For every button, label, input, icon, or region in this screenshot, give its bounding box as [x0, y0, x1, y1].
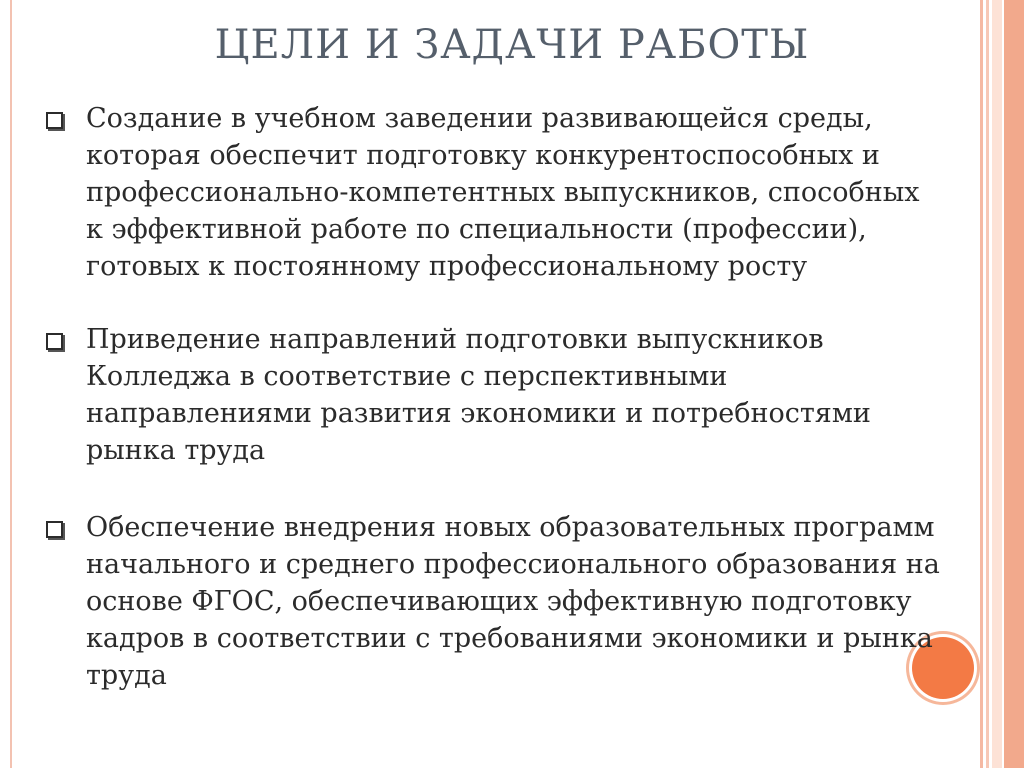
bullet-text: Приведение направлений подготовки выпускников Колледжа в соответствие с перспективными направлениями развития экономики и потребностями рынка труда: [86, 324, 871, 466]
left-border-line: [10, 0, 12, 768]
bullet-list: [44, 100, 944, 730]
right-decorative-stripes: [980, 0, 1024, 768]
bullet-item: [44, 321, 944, 469]
bullet-item: [44, 100, 944, 285]
bullet-item: [44, 509, 944, 694]
stripe-thin-2: [986, 0, 989, 768]
stripe-wide: [1004, 0, 1024, 768]
slide-title: ЦЕЛИ И ЗАДАЧИ РАБОТЫ: [214, 22, 810, 68]
checkbox-bullet-icon: [46, 112, 63, 129]
stripe-light: [992, 0, 1002, 768]
stripe-thin-1: [980, 0, 983, 768]
bullet-text: Обеспечение внедрения новых образовательных программ начального и среднего профессионального образования на основе ФГОС, обеспечивающих эффективную подготовку кадров в соответствии с требованиями экономики и рынка труда: [86, 512, 940, 691]
bullet-text: Создание в учебном заведении развивающейся среды, которая обеспечит подготовку конкурентоспособных и профессионально-компетентных выпускников, способных к эффективной работе по специальности (профессии), готовых к постоянному профессиональному росту: [86, 103, 920, 282]
checkbox-bullet-icon: [46, 333, 63, 350]
checkbox-bullet-icon: [46, 521, 63, 538]
